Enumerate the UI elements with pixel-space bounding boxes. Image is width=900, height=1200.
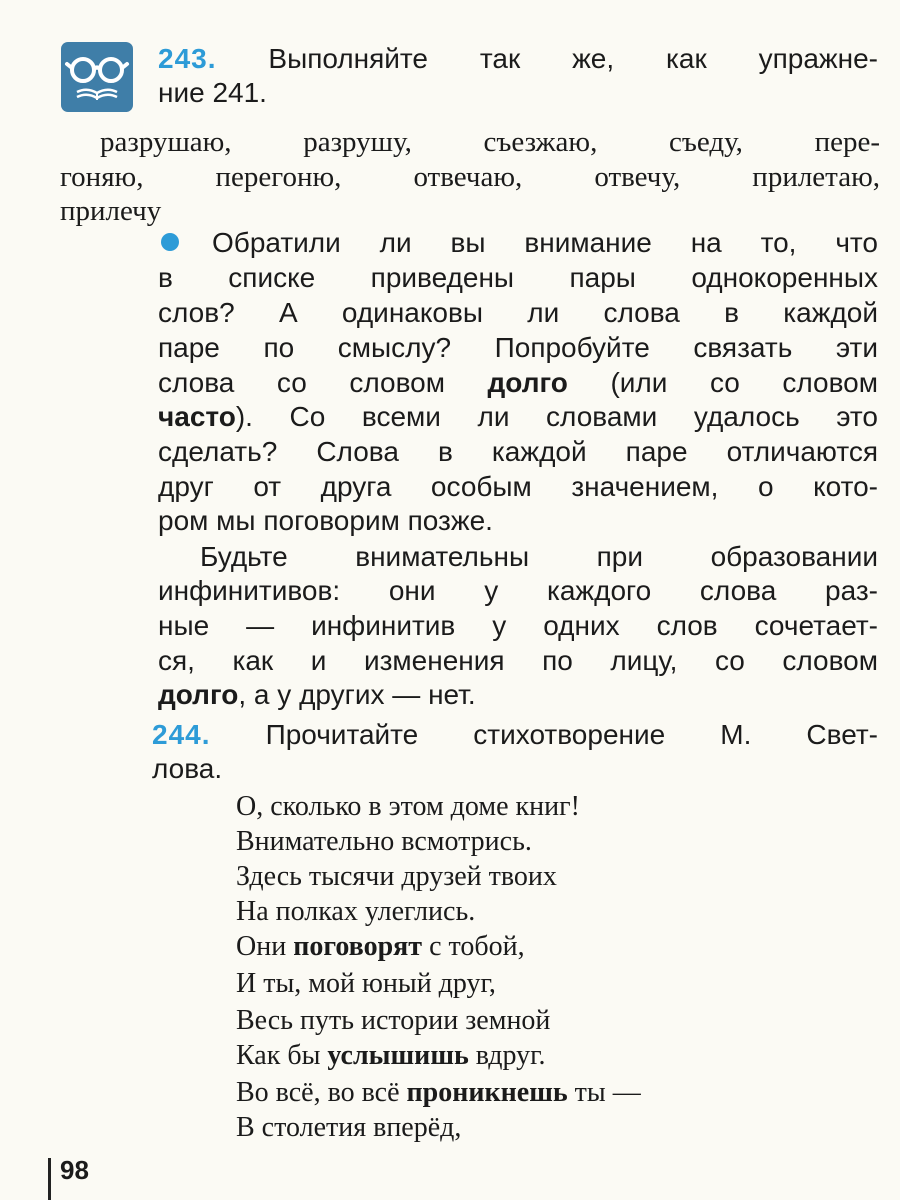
bold-word: долго [487, 367, 568, 398]
exercise-243-task-line1 [158, 42, 878, 76]
poem-line: Как бы услышишь вдруг. [236, 1040, 546, 1071]
note-line: в списке приведены пары однокоренных [158, 262, 878, 293]
note-line: паре по смыслу? Попробуйте связать эти [158, 332, 878, 363]
exercise-number: 244. [152, 719, 211, 750]
note-line: Будьте внимательны при образовании [200, 541, 878, 572]
word-list-line3: прилечу [60, 195, 162, 227]
note-line: слов? А одинаковы ли слова в каждой [158, 297, 878, 328]
bold-word: услышишь [327, 1040, 469, 1071]
word-list-line2: гоняю, перегоню, отвечаю, отвечу, прилетаю, [60, 161, 880, 193]
note-line: ром мы поговорим позже. [158, 505, 493, 536]
exercise-task-text: Выполняйте так же, как упражне- [268, 43, 878, 74]
note-line: слова со словом долго (или со словом [158, 367, 878, 398]
poem-line: В столетия вперёд, [236, 1112, 462, 1143]
note-line: инфинитивов: они у каждого слова раз- [158, 575, 878, 606]
page-number: 98 [60, 1155, 89, 1185]
bold-word: поговорят [293, 931, 423, 962]
page-number-divider [48, 1158, 51, 1200]
word-list-line1: разрушаю, разрушу, съезжаю, съеду, пере- [100, 126, 880, 158]
poem-line: Во всё, во всё проникнешь ты — [236, 1077, 641, 1108]
poem-line: И ты, мой юный друг, [236, 968, 496, 999]
note-line: друг от друга особым значением, о кото- [158, 471, 878, 502]
poem-line: Весь путь истории земной [236, 1005, 551, 1036]
poem-line: Здесь тысячи друзей твоих [236, 861, 557, 892]
reading-glasses-book-icon [61, 42, 133, 112]
exercise-244-task-line1 [152, 718, 878, 752]
bold-word: часто [158, 401, 236, 432]
poem-line: О, сколько в этом доме книг! [236, 791, 580, 822]
note-line: часто). Со всеми ли словами удалось это [158, 401, 878, 432]
note-line: ные — инфинитив у одних слов сочетает- [158, 610, 878, 641]
note-line: сделать? Слова в каждой паре отличаются [158, 436, 878, 467]
exercise-243-task-line2: ние 241. [158, 77, 267, 108]
exercise-task-text: Прочитайте стихотворение М. Свет- [265, 719, 878, 750]
note-line: ся, как и изменения по лицу, со словом [158, 645, 878, 676]
note-line: долго, а у других — нет. [158, 679, 476, 710]
exercise-244-task-line2: лова. [152, 753, 223, 784]
bullet-marker-icon [161, 233, 179, 251]
poem-line: Внимательно всмотрись. [236, 826, 532, 857]
note-line: Обратили ли вы внимание на то, что [212, 227, 878, 258]
bold-word: проникнешь [406, 1077, 568, 1108]
bold-word: долго [158, 679, 239, 710]
exercise-number: 243. [158, 43, 217, 74]
poem-line: Они поговорят с тобой, [236, 931, 525, 962]
poem-line: На полках улеглись. [236, 896, 476, 927]
